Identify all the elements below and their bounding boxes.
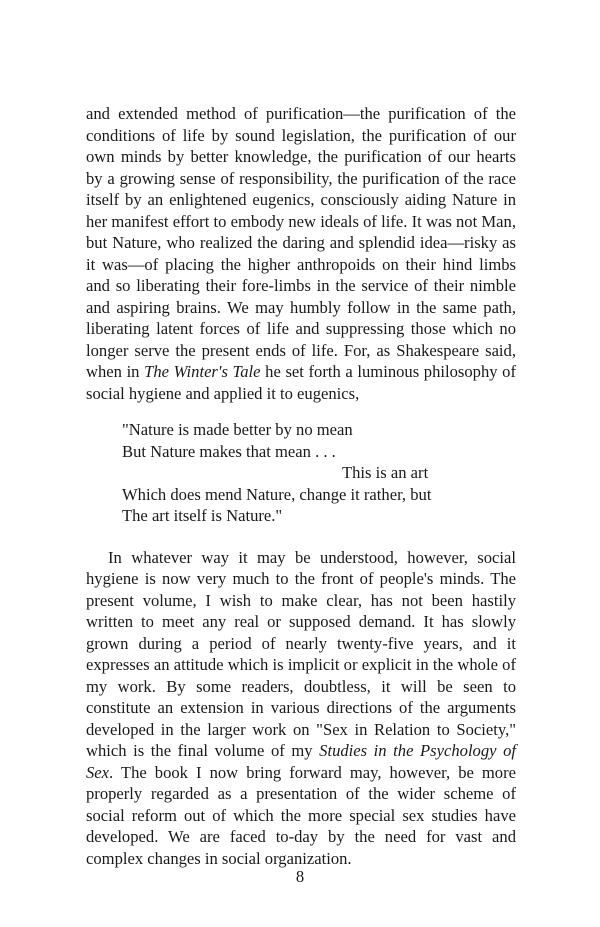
work-title-winters-tale: The Winter's Tale xyxy=(144,362,261,381)
verse-line-5: The art itself is Nature." xyxy=(122,506,283,525)
verse-line-3: This is an art xyxy=(342,463,429,482)
paragraph-1-text-a: and extended method of purification—the purification of the conditions of life by sound legislation, the purification of our own minds by better knowledge, the purification of our hearts by a growing sense of responsibility, the purification of the race itself by an enlightened eugenics, consciously aiding Nature in her manifest effort to embody new ideals of life. It was not Man, but Nature, who realized the daring and splendid idea—risky as it was—of placing the higher anthropoids on their hind limbs and so liberating their fore-limbs in the service of their nimble and aspiring brains. We may humbly follow in the same path, liberating latent forces of life and suppressing those which no longer serve the present ends of life. For, as Shakespeare said, when in xyxy=(86,104,516,381)
page-number: 8 xyxy=(295,867,305,886)
paragraph-1-text-b: he set forth a luminous philosophy of social hygiene and applied it to eugenics, xyxy=(86,362,517,403)
block-quote-verse xyxy=(122,419,516,527)
work-title-studies: Studies in the Psychology of Sex xyxy=(86,741,517,782)
verse-line-2: But Nature makes that mean . . . xyxy=(122,441,336,461)
body-paragraph-2 xyxy=(86,547,516,870)
page-body xyxy=(86,103,516,869)
body-paragraph-1 xyxy=(86,103,516,404)
paragraph-2-text-b: . The book I now bring forward may, however, be more properly regarded as a presentation of the wider scheme of social reform out of which the more special sex studies have developed. We are faced to-day by the need for vast and complex changes in social organization. xyxy=(86,762,516,868)
verse-line-1: "Nature is made better by no mean xyxy=(122,420,353,439)
paragraph-2-text-a: In whatever way it may be understood, however, social hygiene is now very much to the front of people's minds. The present volume, I wish to make clear, has not been hastily written to meet any real or supposed demand. It has slowly grown during a period of nearly twenty-five years, and it expresses an attitude which is implicit or explicit in the whole of my work. By some readers, doubtless, it will be seen to constitute an extension in various directions of the arguments developed in the larger work on "Sex in Relation to Society," which is the final volume of my xyxy=(86,547,516,760)
verse-line-4: Which does mend Nature, change it rather, but xyxy=(122,484,432,504)
